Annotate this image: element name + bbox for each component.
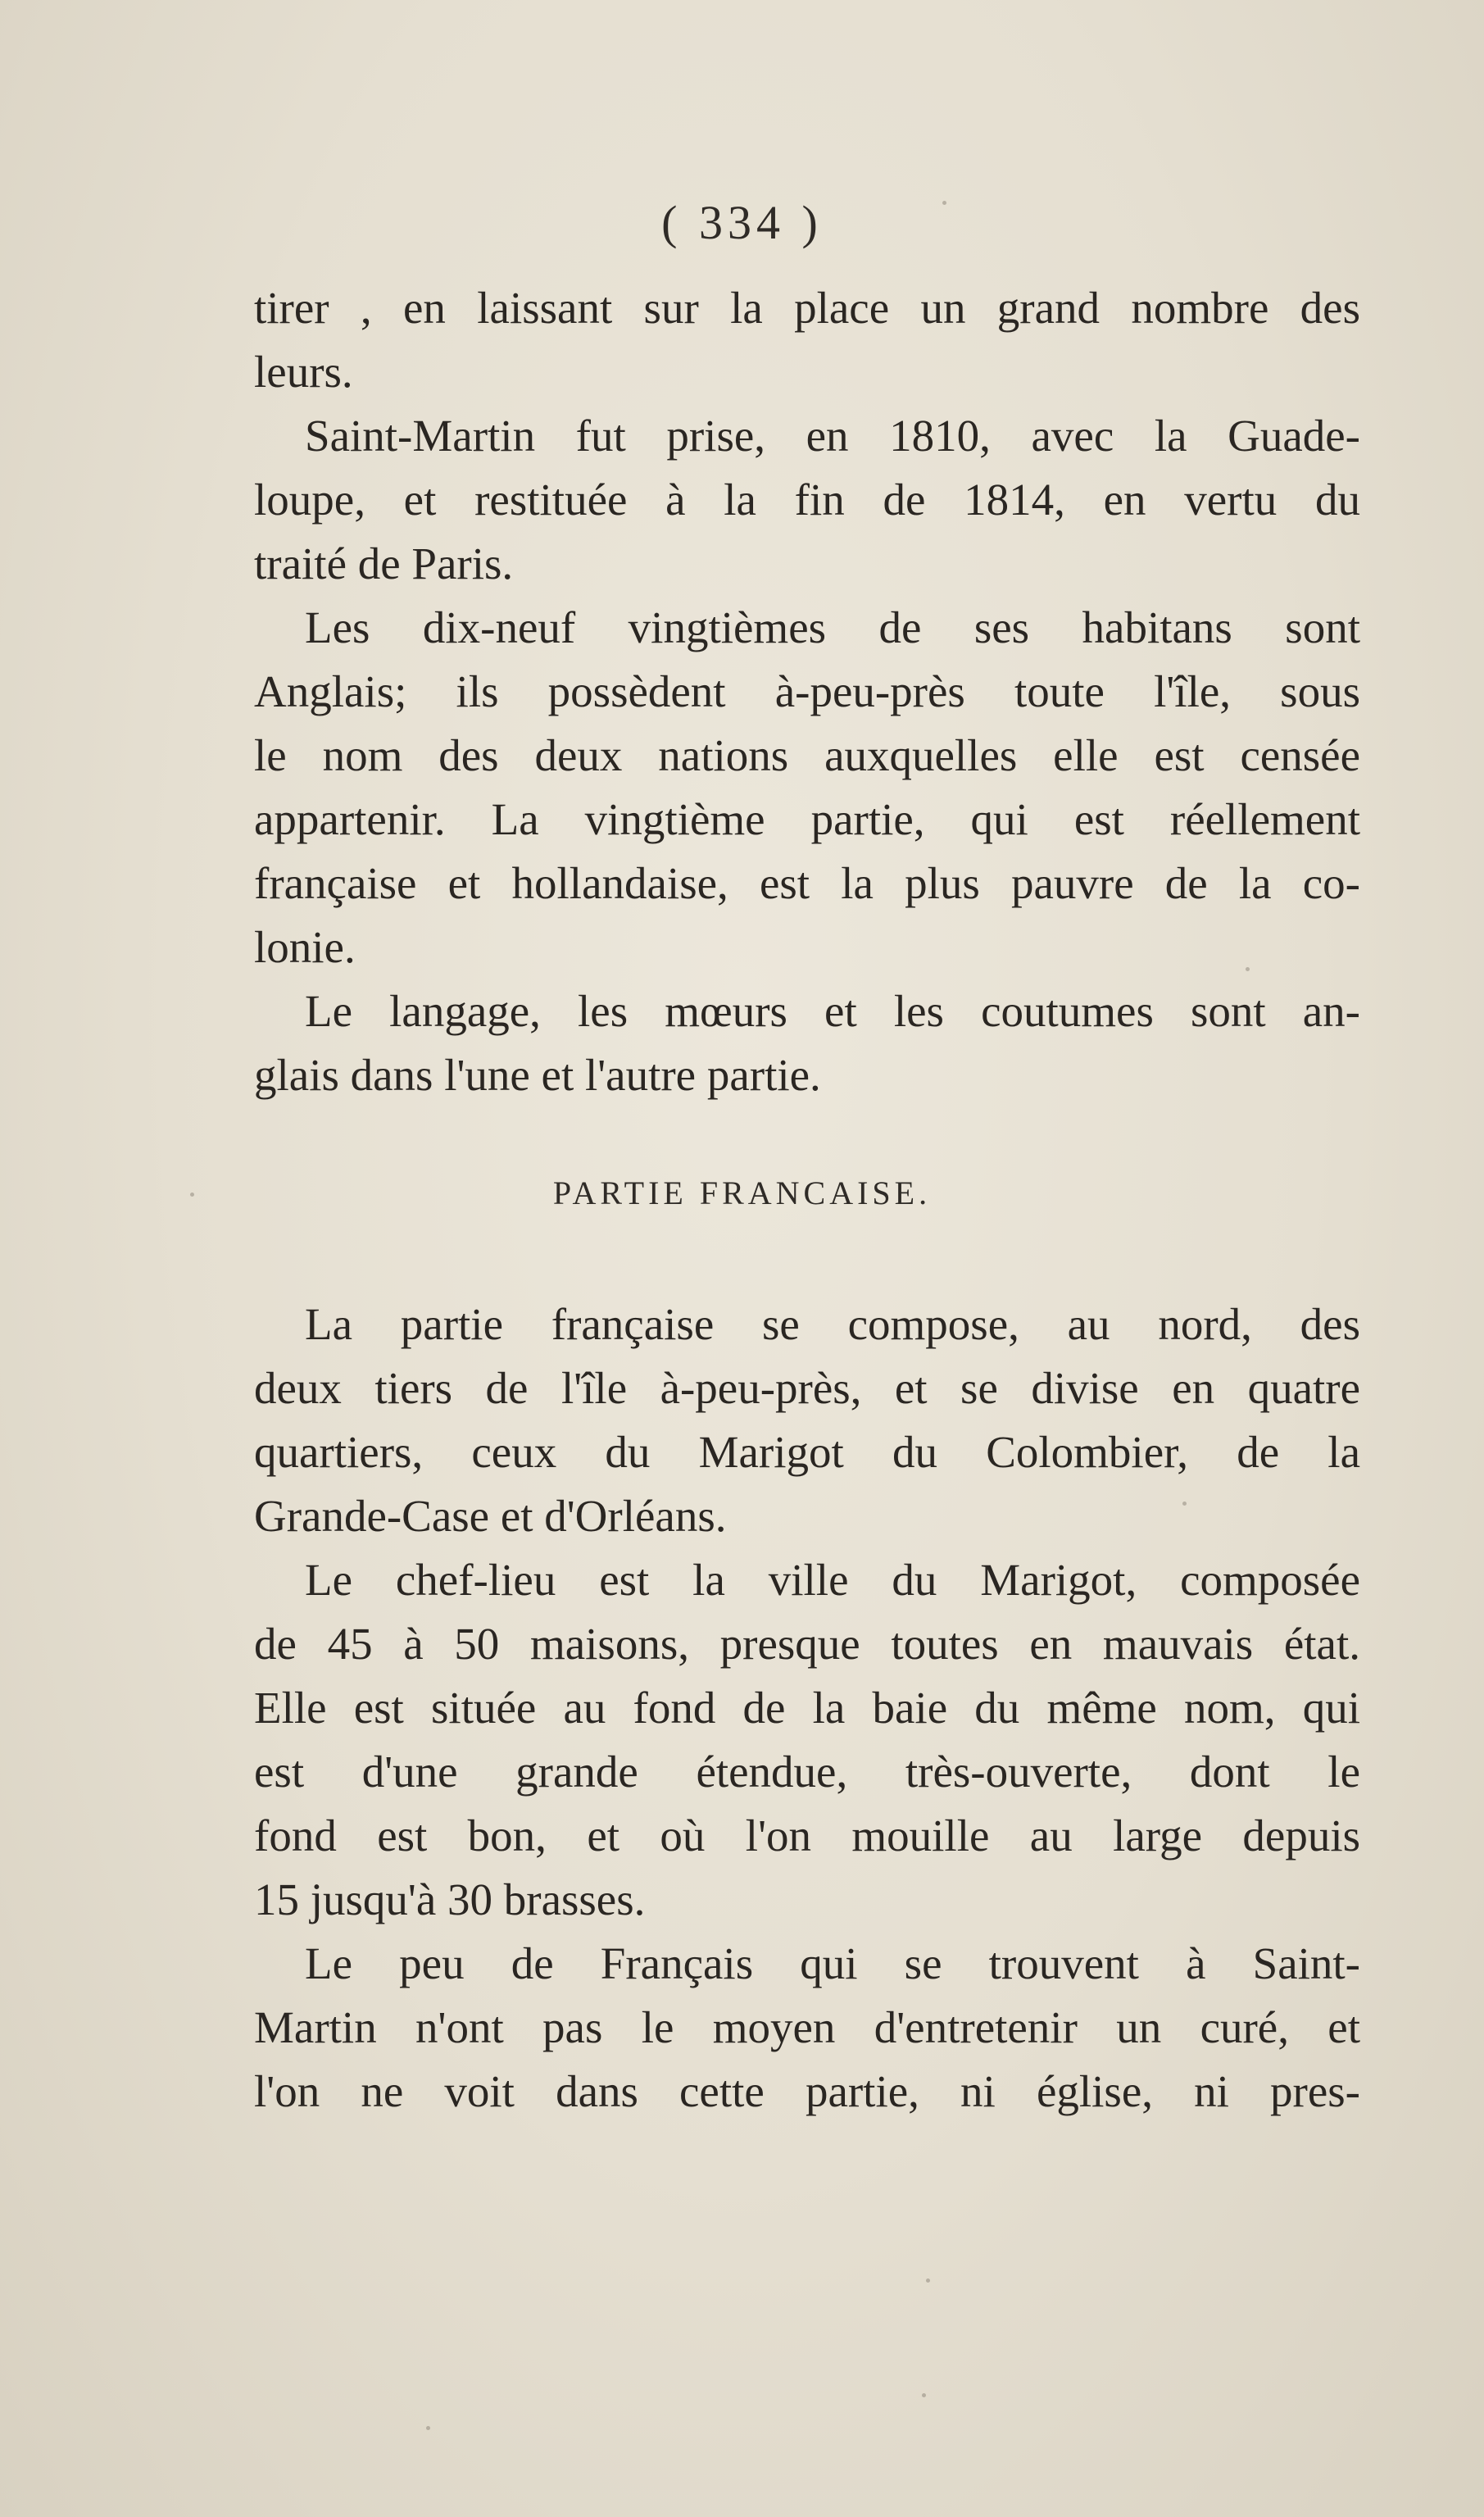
paper-speck <box>922 2393 926 2397</box>
text-block-top <box>254 276 1360 1107</box>
paper-speck <box>942 201 946 205</box>
text-line: traité de Paris. <box>254 538 514 588</box>
text-line: glais dans l'une et l'autre partie. <box>254 1050 821 1100</box>
section-heading: PARTIE FRANCAISE. <box>552 1174 932 1211</box>
text-line: 15 jusqu'à 30 brasses. <box>254 1874 646 1924</box>
text-line: Les dix-neuf vingtièmes de ses habitans sont <box>305 602 1360 652</box>
text-line: appartenir. La vingtième partie, qui est réellement <box>254 794 1360 844</box>
paper-speck <box>1246 967 1250 971</box>
text-line: quartiers, ceux du Marigot du Colombier, de la <box>254 1427 1360 1477</box>
text-line: Le langage, les mœurs et les coutumes sont an- <box>305 986 1360 1036</box>
text-block-bottom <box>254 1293 1360 2124</box>
text-line: deux tiers de l'île à-peu-près, et se divise en quatre <box>254 1363 1360 1413</box>
text-line: Anglais; ils possèdent à-peu-près toute l'île, sous <box>254 666 1360 716</box>
text-line: tirer , en laissant sur la place un grand nombre des <box>254 283 1360 333</box>
text-line: lonie. <box>254 922 356 972</box>
text-line: leurs. <box>254 347 353 397</box>
text-line: fond est bon, et où l'on mouille au large depuis <box>254 1811 1360 1860</box>
text-line: Saint-Martin fut prise, en 1810, avec la Guade- <box>305 411 1360 461</box>
text-line: Martin n'ont pas le moyen d'entretenir un curé, et <box>254 2002 1360 2052</box>
text-line: Grande-Case et d'Orléans. <box>254 1491 727 1541</box>
text-line: La partie française se compose, au nord, des <box>305 1299 1360 1349</box>
text-line: l'on ne voit dans cette partie, ni église, ni pres- <box>254 2066 1360 2116</box>
text-line: Elle est située au fond de la baie du même nom, qui <box>254 1683 1360 1733</box>
page-number: ( 334 ) <box>661 196 823 249</box>
paper-speck <box>190 1193 194 1197</box>
paper-speck <box>426 2426 430 2430</box>
text-line: le nom des deux nations auxquelles elle est censée <box>254 730 1360 780</box>
text-line: Le chef-lieu est la ville du Marigot, composée <box>305 1555 1360 1605</box>
text-line: de 45 à 50 maisons, presque toutes en mauvais état. <box>254 1619 1360 1669</box>
paper-speck <box>926 2278 930 2283</box>
text-line: est d'une grande étendue, très-ouverte, dont le <box>254 1747 1360 1797</box>
paper-speck <box>1182 1502 1187 1506</box>
text-line: Le peu de Français qui se trouvent à Saint- <box>305 1938 1360 1988</box>
text-line: française et hollandaise, est la plus pauvre de la co- <box>254 858 1360 908</box>
text-line: loupe, et restituée à la fin de 1814, en vertu du <box>254 475 1360 525</box>
